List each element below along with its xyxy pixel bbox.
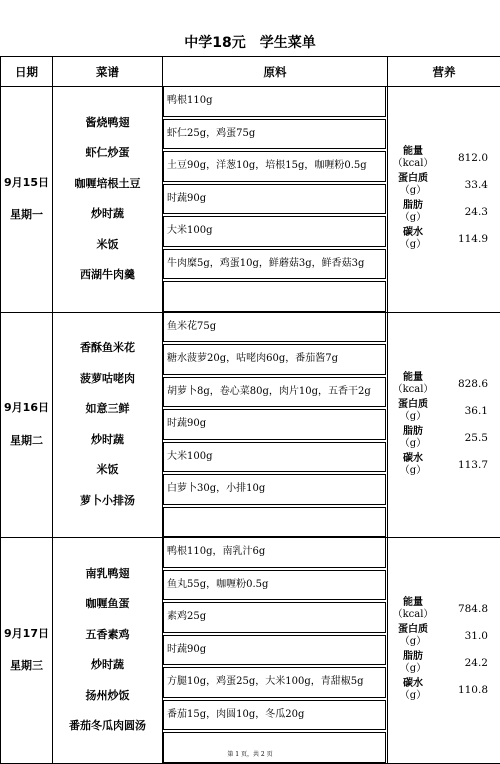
day-weekday: 星期二 (10, 433, 43, 447)
page-footer: 第 1 页，共 2 页 (227, 751, 273, 758)
nutrition-fat (388, 650, 500, 676)
protein-label: 蛋白质 (398, 624, 428, 636)
ingredient-cell: 番茄15g，肉圆10g，冬瓜20g (163, 700, 386, 731)
table-header-row (1, 57, 500, 87)
dish-name: 南乳鸭翅 (85, 566, 130, 580)
nutrition-fat (388, 199, 500, 225)
dish-name: 番茄冬瓜肉圆汤 (69, 719, 146, 733)
ingredient-cell (163, 281, 386, 312)
ingredient-cell: 鱼米花75g (163, 313, 386, 343)
carb-label: 碳水 (403, 227, 423, 239)
title-menu: 学生菜单 (259, 35, 316, 51)
energy-label: 能量 (403, 371, 423, 383)
day-date: 9月16日 (4, 401, 49, 415)
energy-value: 812.0 (457, 152, 488, 165)
ingredient-list (163, 87, 388, 313)
carb-value: 113.7 (457, 458, 488, 471)
dish-name: 五香素鸡 (85, 627, 130, 641)
nutrition-fat (388, 425, 500, 451)
ingredient-cell: 素鸡25g (163, 602, 386, 633)
nutrition-cell (388, 538, 500, 764)
header-nutrition: 营养 (388, 57, 500, 87)
nutrition-protein (388, 398, 500, 424)
dish-name: 菠萝咕咾肉 (80, 371, 135, 385)
ingredient-cell: 大米100g (163, 216, 386, 247)
ingredient-cell: 时蔬90g (163, 635, 386, 666)
dish-name: 咖喱培根土豆 (74, 176, 141, 190)
ingredient-list (163, 312, 388, 538)
day-weekday: 星期一 (10, 208, 43, 222)
dish-name: 米饭 (96, 463, 119, 477)
nutrition-protein (388, 172, 500, 198)
fat-unit: （g） (399, 663, 427, 675)
energy-unit: （kcal） (392, 158, 434, 170)
ingredient-cell: 时蔬90g (163, 409, 386, 440)
energy-value: 828.6 (457, 377, 488, 390)
dish-list (53, 312, 163, 538)
dish-name: 虾仁炒蛋 (85, 146, 130, 160)
carb-unit: （g） (399, 690, 427, 702)
day-row (1, 538, 500, 764)
dish-name: 咖喱鱼蛋 (85, 597, 130, 611)
dish-name: 炒时蔬 (91, 207, 124, 221)
fat-label: 脂肪 (403, 200, 423, 212)
ingredient-cell (163, 507, 386, 538)
energy-unit: （kcal） (392, 383, 434, 395)
ingredient-cell: 白萝卜30g，小排10g (163, 474, 386, 505)
carb-unit: （g） (399, 239, 427, 251)
ingredient-cell: 牛肉糜5g，鸡蛋10g，鲜蘑菇3g，鲜香菇3g (163, 249, 386, 280)
ingredient-cell: 方腿10g，鸡蛋25g，大米100g，青甜椒5g (163, 667, 386, 698)
dish-name: 香酥鱼米花 (80, 341, 135, 355)
day-date: 9月17日 (4, 626, 49, 640)
day-date-cell (1, 312, 53, 538)
day-date-cell (1, 87, 53, 313)
header-ingredients: 原料 (163, 57, 388, 87)
ingredient-cell: 土豆90g，洋葱10g，培根15g，咖喱粉0.5g (163, 151, 386, 182)
nutrition-carb (388, 226, 500, 252)
day-row (1, 87, 500, 313)
nutrition-energy (388, 371, 500, 397)
carb-label: 碳水 (403, 452, 423, 464)
dish-name: 酱烧鸭翅 (85, 115, 130, 129)
protein-unit: （g） (399, 410, 427, 422)
fat-value: 24.3 (464, 206, 488, 219)
dish-name: 扬州炒饭 (85, 688, 130, 702)
header-date: 日期 (1, 57, 53, 87)
nutrition-energy (388, 596, 500, 622)
menu-table (0, 56, 500, 764)
protein-label: 蛋白质 (398, 398, 428, 410)
fat-value: 25.5 (464, 431, 488, 444)
carb-value: 110.8 (457, 684, 488, 697)
ingredient-cell: 鸭根110g，南乳汁6g (163, 538, 386, 568)
dish-list (53, 87, 163, 313)
protein-value: 31.0 (464, 630, 488, 643)
day-date-cell (1, 538, 53, 764)
carb-value: 114.9 (457, 233, 488, 246)
title-school: 中学18元 (184, 35, 246, 51)
ingredient-cell: 鸭根110g (163, 87, 386, 117)
dish-name: 如意三鲜 (85, 402, 130, 416)
energy-label: 能量 (403, 146, 423, 158)
fat-unit: （g） (399, 212, 427, 224)
dish-name: 西湖牛肉羹 (80, 268, 135, 282)
ingredient-cell: 虾仁25g，鸡蛋75g (163, 119, 386, 150)
header-dish: 菜谱 (53, 57, 163, 87)
page-title (0, 32, 500, 52)
ingredient-cell: 时蔬90g (163, 184, 386, 215)
ingredient-cell: 糖水菠萝20g，咕咾肉60g，番茄酱7g (163, 344, 386, 375)
fat-value: 24.2 (464, 657, 488, 670)
energy-value: 784.8 (457, 603, 488, 616)
protein-value: 36.1 (464, 404, 488, 417)
fat-label: 脂肪 (403, 425, 423, 437)
protein-value: 33.4 (464, 179, 488, 192)
ingredient-list (163, 538, 388, 764)
day-row (1, 312, 500, 538)
carb-label: 碳水 (403, 678, 423, 690)
fat-unit: （g） (399, 437, 427, 449)
nutrition-carb (388, 677, 500, 703)
energy-unit: （kcal） (392, 609, 434, 621)
ingredient-cell: 鱼丸55g，咖喱粉0.5g (163, 570, 386, 601)
carb-unit: （g） (399, 464, 427, 476)
dish-list (53, 538, 163, 764)
energy-label: 能量 (403, 597, 423, 609)
ingredient-cell: 大米100g (163, 442, 386, 473)
dish-name: 炒时蔬 (91, 658, 124, 672)
nutrition-protein (388, 623, 500, 649)
protein-label: 蛋白质 (398, 173, 428, 185)
protein-unit: （g） (399, 185, 427, 197)
nutrition-carb (388, 452, 500, 478)
nutrition-cell (388, 87, 500, 313)
dish-name: 炒时蔬 (91, 432, 124, 446)
fat-label: 脂肪 (403, 651, 423, 663)
dish-name: 米饭 (96, 237, 119, 251)
nutrition-cell (388, 312, 500, 538)
day-weekday: 星期三 (10, 659, 43, 673)
nutrition-energy (388, 145, 500, 171)
day-date: 9月15日 (4, 175, 49, 189)
protein-unit: （g） (399, 636, 427, 648)
ingredient-cell: 胡萝卜8g，卷心菜80g，肉片10g，五香干2g (163, 377, 386, 408)
dish-name: 萝卜小排汤 (80, 493, 135, 507)
